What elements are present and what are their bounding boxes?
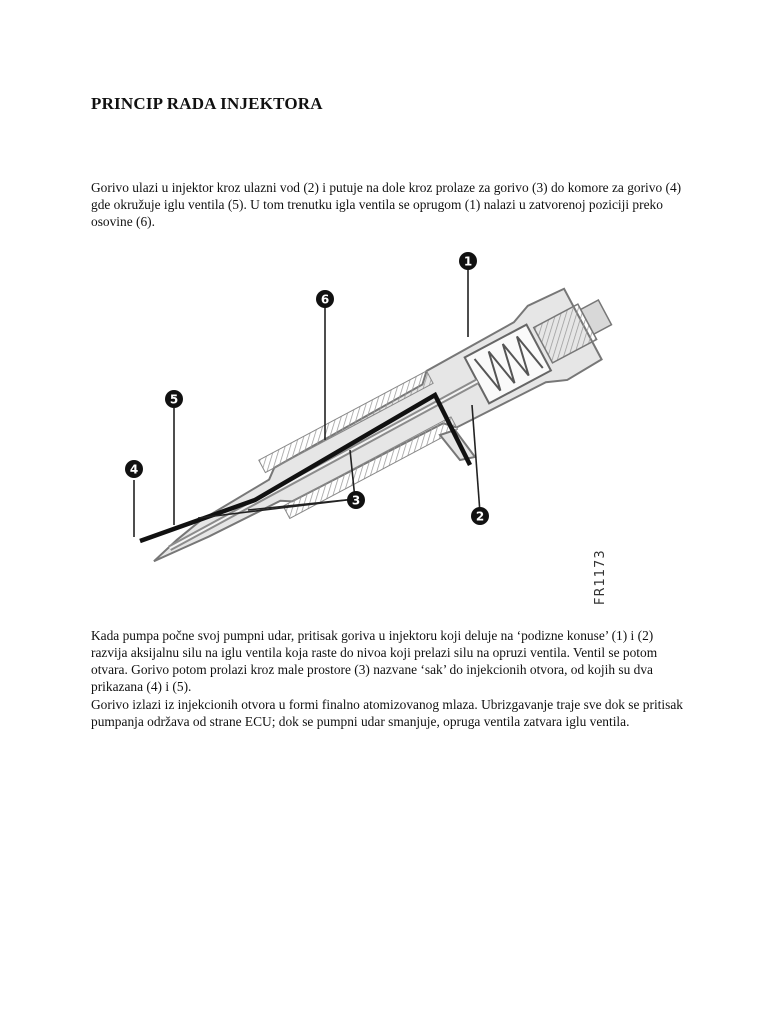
figure-reference-code: FR1173: [593, 549, 608, 605]
callout-3-label: 3: [351, 493, 361, 508]
callout-2-label: 2: [475, 509, 485, 524]
callout-3: [347, 491, 365, 509]
callout-6-label: 6: [320, 292, 330, 307]
callout-1: [459, 252, 477, 270]
callout-5-label: 5: [169, 392, 179, 407]
callout-2: [471, 507, 489, 525]
paragraph-injection: Gorivo izlazi iz injekcionih otvora u formi finalno atomizovanog mlaza. Ubrizgavanje traje sve dok se pritisak pumpanja održava od strane ECU; dok se pumpni udar smanjuje, opruga ventila zatvara iglu ventila.: [91, 697, 683, 729]
injector-diagram: [110, 245, 630, 605]
page-title: PRINCIP RADA INJEKTORA: [91, 94, 323, 113]
paragraph-intro: Gorivo ulazi u injektor kroz ulazni vod (2) i putuje na dole kroz prolaze za gorivo (3) do komore za gorivo (4) gde okružuje iglu ventila (5). U tom trenutku igla ventila se oprugom (1) nalazi u zatvorenoj poziciji preko osovine (6).: [91, 180, 682, 229]
injector-body: [130, 275, 624, 591]
callout-4: [125, 460, 143, 478]
callout-1-label: 1: [463, 254, 473, 269]
callout-5: [165, 390, 183, 408]
callout-6: [316, 290, 334, 308]
injector-diagram-svg: [110, 245, 630, 605]
paragraph-pump-stroke: Kada pumpa počne svoj pumpni udar, pritisak goriva u injektoru koji deluje na ‘podizne konuse’ (1) i (2) razvija aksijalnu silu na iglu ventila koja raste do nivoa koji prelazi silu na opruzi ventila. Ventil se potom otvara. Gorivo potom prolazi kroz male prostore (3) nazvane ‘sak’ do injekcionih otvora, od kojih su dva prikazana (4) i (5).: [91, 628, 658, 694]
callout-4-label: 4: [129, 462, 139, 477]
